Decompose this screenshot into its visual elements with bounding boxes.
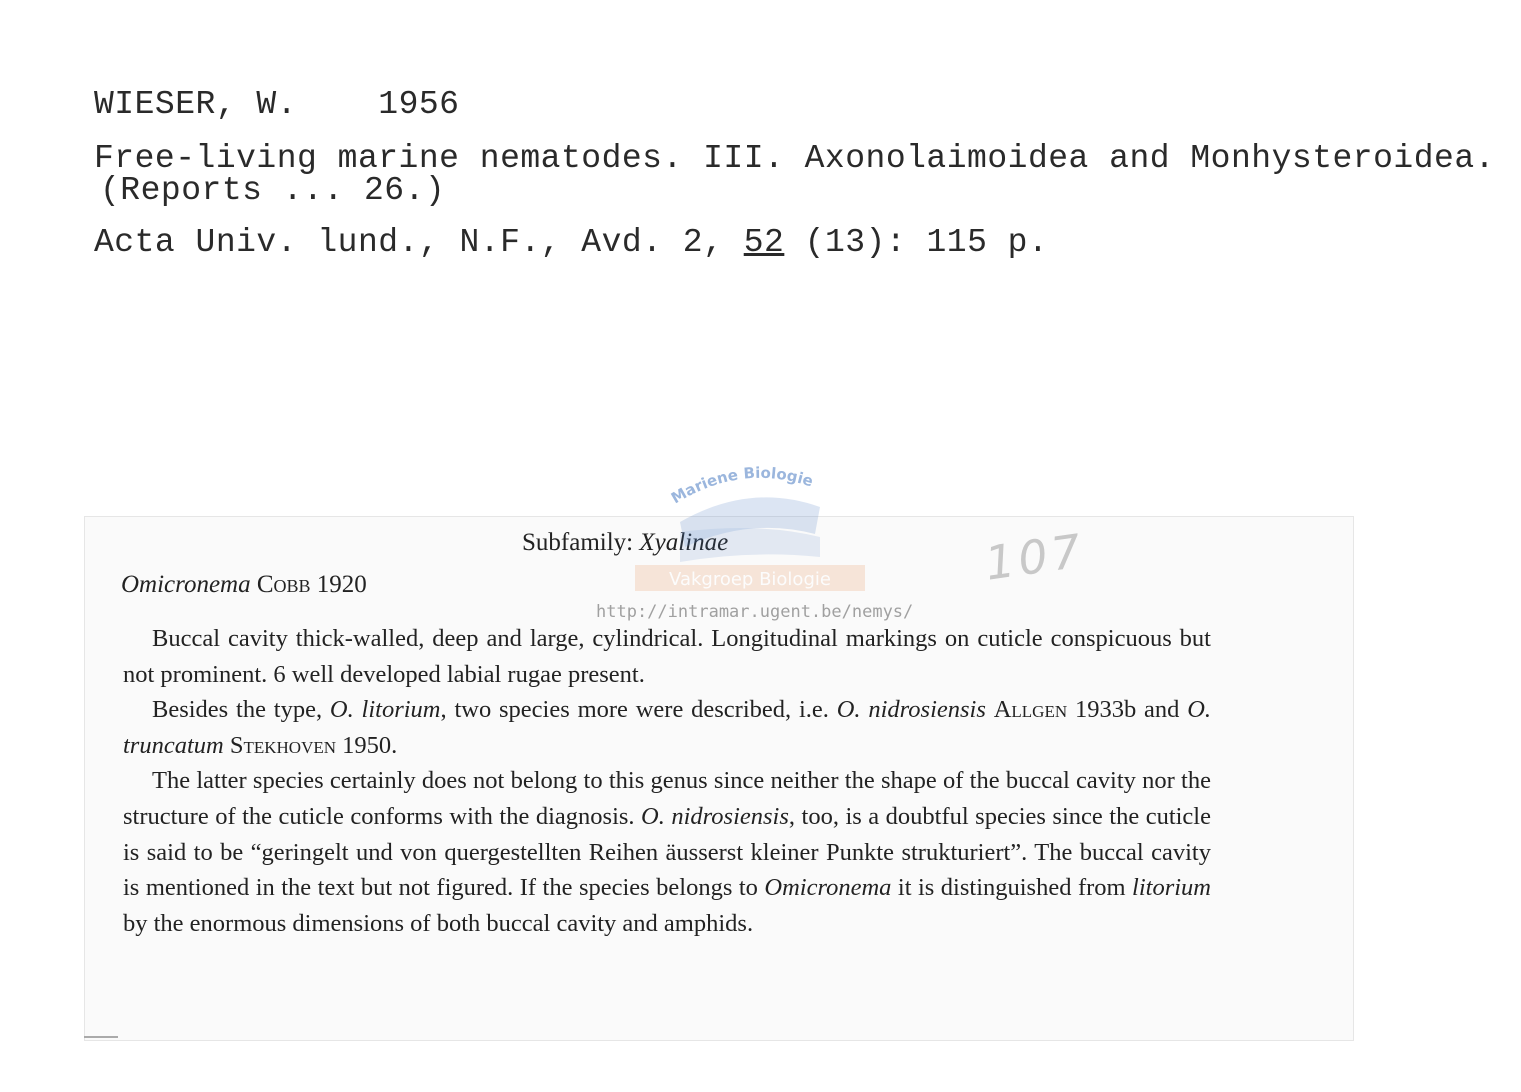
description-body: [123, 621, 1211, 941]
card-volume: 52: [743, 224, 785, 261]
genus-author: Cobb: [256, 571, 311, 598]
text-run: Buccal cavity thick-walled, deep and large, cylindrical. Longitudinal markings on cuticle conspicuous but not prominent. 6 well developed labial rugae present.: [123, 625, 1211, 688]
taxon-name: O. nidrosiensis: [641, 802, 789, 830]
text-run: 1933b and: [1067, 696, 1188, 724]
text-run: The latter species certainly does not belong to this genus since neither the shape of the buccal cavity nor the structure of the cuticle conforms with the diagnosis.: [123, 767, 1211, 830]
text-run: , two species more were described, i.e.: [440, 696, 837, 724]
card-title: Free-living marine nematodes. III. Axonolaimoidea and Monhysteroidea.: [94, 140, 1495, 177]
taxon-name: litorium: [1132, 874, 1212, 902]
genus-year: 1920: [316, 571, 367, 598]
taxon-name: O. truncatum: [123, 696, 1212, 759]
margin-mark: [84, 1036, 118, 1038]
paragraph: [123, 621, 1211, 692]
mariene-biologie-logo: [620, 462, 870, 602]
card-journal: Acta Univ. lund., N.F., Avd. 2,: [94, 224, 724, 261]
text-run: , too, is a doubtful species since the cuticle is said to be “geringelt und von quergestellten Reihen äusserst kleiner Punkte strukturiert”. The buccal cavity is mentioned in the text but not figured. If the species belongs to: [123, 802, 1211, 902]
taxon-name: Omicronema: [764, 874, 892, 902]
subfamily-label: Subfamily:: [522, 529, 634, 556]
card-pages: (13): 115 p.: [804, 224, 1049, 261]
logo-band-text: Vakgroep Biologie: [669, 569, 831, 590]
logo-arc-textpath: Mariene Biologie: [668, 463, 816, 508]
genus-heading: [121, 571, 367, 599]
taxon-name: O. litorium: [329, 696, 441, 724]
genus-name: Omicronema: [121, 571, 251, 598]
text-run: by the enormous dimensions of both buccal cavity and amphids.: [123, 909, 754, 937]
card-author-line: [94, 86, 459, 123]
taxon-name: O. nidrosiensis: [836, 696, 986, 724]
handwritten-number: 107: [981, 523, 1089, 591]
author-name: Stekhoven: [229, 731, 337, 759]
paragraph: [123, 763, 1211, 941]
card-series: (Reports ... 26.): [100, 172, 446, 209]
subfamily-name: Xyalinae: [639, 529, 729, 556]
card-author: WIESER, W.: [94, 86, 298, 123]
text-run: Besides the type,: [152, 696, 330, 724]
text-run: it is distinguished from: [891, 874, 1133, 902]
text-run: 1950.: [336, 731, 398, 759]
author-name: Allgen: [993, 696, 1068, 724]
card-year: 1956: [378, 86, 460, 123]
card-citation: [94, 224, 1048, 261]
text-run: [986, 696, 994, 723]
wave-icon-lower: [680, 528, 820, 562]
paragraph: [123, 692, 1211, 763]
watermark-url: http://intramar.ugent.be/nemys/: [596, 602, 914, 622]
